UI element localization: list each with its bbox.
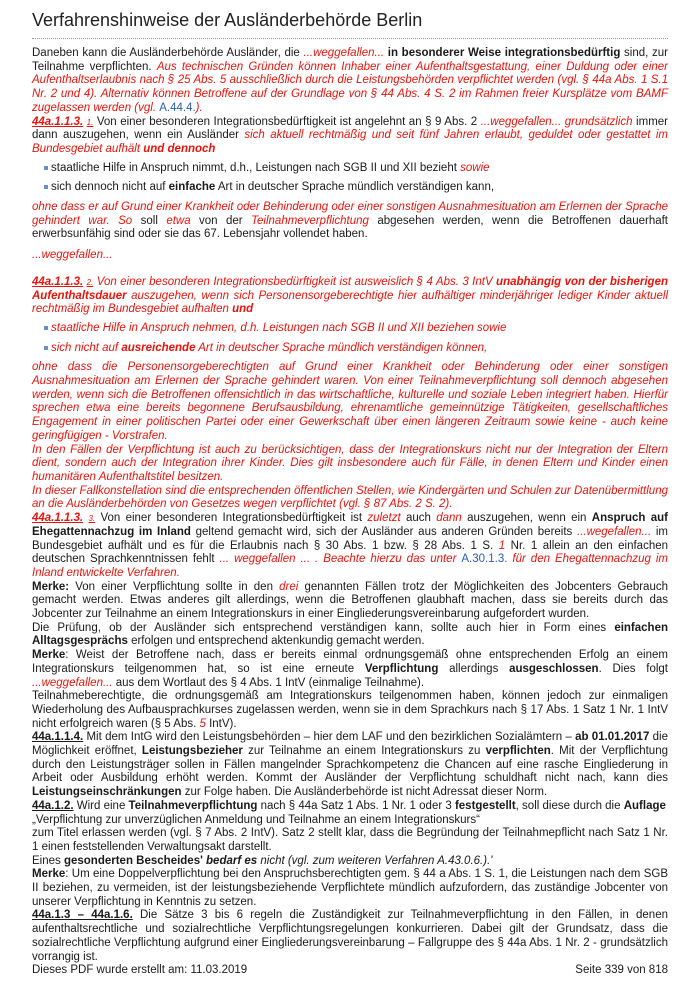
subsection-number: 3.: [88, 514, 96, 524]
paragraph-data-transfer: In dieser Fallkonstellation sind die entsprechenden öffentlichen Stellen, wie Kindergärten und Schulen zur Datenübermittlung an die Ausländerbehörden von Gesetzes wegen verpflichtet (vgl. § 87 Abs. 2 S. 2).: [32, 484, 668, 511]
note-merke-1: Merke: Von einer Verpflichtung sollte in den drei genannten Fällen trotz der Möglichkeiten des Jobcenters Gebrauch gemacht werden. Etwas anderes gilt allerdings, wenn die Betroffenen glaubhaft machen, dass sie bereits durch das Jobcenter zur Teilnahme an einem Integrationskurs in einer Eingliederungsvereinbarung aufgefordert wurden.: [32, 580, 668, 621]
paragraph-exception: ohne dass er auf Grund einer Krankheit oder Behinderung oder einer sonstigen Ausnahmesituation am Erlernen der Sprache gehindert war. So soll etwa von der Teilnahmeverpflichtung abgesehen werden, wenn die Betroffenen dauerhaft erwerbsunfähig sind oder sie das 67. Lebensjahr vollendet haben.: [32, 201, 668, 241]
subsection-number: 1.: [86, 117, 94, 127]
list-item: staatliche Hilfe in Anspruch nehmen, d.h. Leistungen nach SGB II und XII beziehen sowie: [44, 322, 668, 336]
text: immer dann auszugehen, wenn ein Ausländer: [32, 115, 668, 142]
bullet-icon: [44, 346, 48, 350]
title-divider: [32, 38, 668, 39]
section-number: 44a.1.1.3.: [32, 275, 84, 288]
text: Von einer besonderen Integrationsbedürftigkeit ist angelehnt an § 9 Abs. 2: [93, 115, 481, 128]
page-number: Seite 339 von 818: [575, 964, 668, 976]
document-page: [32, 10, 668, 964]
section-number: 44a.1.3 – 44a.1.6.: [32, 909, 133, 922]
section-44a-1-1-3-1: [32, 116, 668, 157]
bullet-icon: [44, 185, 48, 189]
section-44a-1-2: 44a.1.2. Wird eine Teilnahmeverpflichtung nach § 44a Satz 1 Abs. 1 Nr. 1 oder 3 festgestellt, soll diese durch die Auflage: [32, 799, 666, 812]
text: sind, zur Teilnahme verpflichten.: [32, 47, 669, 73]
list-item: sich nicht auf ausreichende Art in deutscher Sprache mündlich verständigen können,: [44, 342, 668, 356]
amendment-text: ...weggefallen... grundsätzlich: [480, 115, 633, 128]
amendment-text: sich aktuell rechtmäßig und seit fünf Jahren erlaubt, geduldet oder gestattet im Bundesgebiet aufhält: [32, 129, 668, 155]
section-44a-1-1-3-3: 44a.1.1.3. 3. Von einer besonderen Integrationsbedürftigkeit ist zuletzt auch dann auszugehen, wenn ein Anspruch auf Ehegattennachzug im Inland geltend gemacht wird, sich der Ausländer aus anderen Gründen bereits ...wegefallen... im Bundesgebiet aufhält und es für die Erlaubnis nach § 30 Abs. 1 bzw. § 28 Abs. 1 S. 1 Nr. 1 allein an den einfachen deutschen Sprachkenntnissen fehlt ... weggefallen ... . Beachte hierzu das unter A.30.1.3. für den Ehegattennachzug im Inland entwickelte Verfahren.: [32, 512, 669, 579]
section-number: 44a.1.1.3.: [32, 512, 84, 525]
paragraph-intro: [32, 47, 668, 116]
removed-marker: ...weggefallen...: [303, 47, 385, 59]
section-44a-1-3-to-1-6: 44a.1.3 – 44a.1.6. Die Sätze 3 bis 6 regeln die Zuständigkeit zur Teilnahmeverpflichtung in den Fällen, in denen aufenthaltsrechtliche und sozialrechtliche Verpflichtungsregelungen konkurrieren. Dabei gilt der Grundsatz, dass die sozialrechtliche Verpflichtung aufgrund einer Eingliederungsvereinbarung – Fallgruppe des § 44a Abs. 1 Nr. 2 - grundsätzlich vorrangig ist.: [32, 909, 668, 963]
condition-list-2: [32, 322, 668, 355]
paragraph-language-check: Die Prüfung, ob der Ausländer sich entsprechend verständigen kann, sollte auch hier in Form eines einfachen Alltagsgesprächs erfolgen und entsprechend aktenkundig gemacht werden.: [32, 621, 668, 648]
bullet-icon: [44, 326, 48, 330]
quoted-condition: „Verpflichtung zur unverzüglichen Anmeldung und Teilnahme an einem Integrationskurs“: [32, 813, 480, 826]
reference-link[interactable]: A.30.1.3.: [461, 553, 508, 566]
section-44a-1-1-3-2: 44a.1.1.3. 2. Von einer besonderen Integrationsbedürftigkeit ist ausweislich § 4 Abs. 3 IntV unabhängig von der bisherigen Aufenthaltsdauer auszugehen, wenn sich Personensorgeberechtigte hier aufhältiger minderjähriger lediger Kinder aktuell rechtmäßig im Bundesgebiet aufhalten und: [32, 275, 668, 316]
amendment-text-bold: und dennoch: [140, 142, 216, 155]
section-number: 44a.1.1.4.: [32, 731, 84, 744]
note-merke-3: Merke: Um eine Doppelverpflichtung bei den Anspruchsberechtigten gem. § 44 a Abs. 1 S. 1, die Leistungen nach dem SGB II beziehen, zu vermeiden, ist der leistungsbeziehende Verpflichtete mündlich aufzufordern, das zuständige Jobcenter von unserer Verpflichtung in Kenntnis zu setzen.: [32, 868, 668, 908]
paragraph-integration-exemption: ohne dass die Personensorgeberechtigten auf Grund einer Krankheit oder Behinderung oder einer sonstigen Ausnahmesituation am Erlernen der Sprache gehindert waren. Von einer Teilnahmeverpflichtung soll dennoch abgesehen werden, wenn sich die Betroffenen offensichtlich in das wirtschaftliche, kulturelle und soziale Leben integriert haben. Hierfür sprechen etwa eine bereits begonnene Berufsausbildung, ehrenamtliche gemeinnützige Tätigkeiten, gesellschaftliches Engagement in einer politischen Partei oder einer Gewerkschaft über einen längeren Zeitraum sowie keine - auch keine geringfügigen - Vorstrafen.: [32, 361, 668, 442]
paragraph-children: In den Fällen der Verpflichtung ist auch zu berücksichtigen, dass der Integrationskurs nicht nur der Integration der Eltern dient, sondern auch der Integration ihrer Kinder. Dies gilt insbesondere auch für Fälle, in denen Eltern und Kinder einen humanitären Aufenthaltstitel besitzen.: [32, 443, 668, 483]
section-44a-1-1-4: 44a.1.1.4. Mit dem IntG wird den Leistungsbehörden – hier dem LAF und den bezirklichen Sozialämtern – ab 01.01.2017 die Möglichkeit eröffnet, Leistungsbezieher zur Teilnahme an einem Integrationskurs zu verpflichten. Mit der Verpflichtung durch den Leistungsträger sollen in Fällen mangelnder Sprachkompetenz die Chancen auf eine rasche Eingliederung in Arbeit oder Ausbildung erhöht werden. Kommt der Ausländer der Verpflichtung schuldhaft nicht nach, kann dies Leistungseinschränkungen zur Folge haben. Die Ausländerbehörde ist nicht Adressat dieser Norm.: [32, 731, 669, 799]
section-number: 44a.1.2.: [32, 799, 74, 812]
removed-paragraph: ...weggefallen...: [32, 249, 113, 262]
page-title: Verfahrenshinweise der Ausländerbehörde Berlin: [32, 10, 423, 30]
section-number: 44a.1.1.3.: [32, 115, 84, 128]
list-item: sich dennoch nicht auf einfache Art in deutscher Sprache mündlich verständigen kann,: [44, 181, 668, 195]
created-date: Dieses PDF wurde erstellt am: 11.03.2019: [32, 964, 248, 976]
amendment-text: Aus technischen Gründen können Inhaber einer Aufenthaltsgestattung, einer Duldung oder einer Aufenthaltserlaubnis nach § 25 Abs. 5 ausschließlich durch die Leistungsbehörden verpflichtet werden (vgl. § 44a Abs. 1 S.1 Nr. 2 und 4). Alternativ können Betroffene auf der Grundlage von § 44 Abs. 4 S. 2 im Rahmen freier Kursplätze vom BAMF zugelassen werden (vgl.: [32, 60, 669, 114]
text: Daneben kann die Ausländerbehörde Ausländer, die: [32, 47, 304, 59]
condition-list-1: [32, 162, 668, 195]
paragraph-title-issue: zum Titel erlassen werden (vgl. § 7 Abs. 2 IntV). Satz 2 stellt klar, dass die Begründung der Teilnahmepflicht nach Satz 1 Nr. 1 einen feststellenden Verwaltungsakt darstellt.: [32, 827, 668, 853]
amendment-text: ).: [195, 101, 203, 114]
list-item: staatliche Hilfe in Anspruch nimmt, d.h., Leistungen nach SGB II und XII bezieht sowie: [44, 162, 668, 176]
note-merke-2: Merke: Weist der Betroffene nach, dass er bereits einmal ordnungsgemäß ohne entsprechenden Erfolg an einem Integrationskurs teilgenommen hat, so ist eine erneute Verpflichtung allerdings ausgeschlossen. Dies folgt ...weggefallen... aus dem Wortlaut des § 4 Abs. 1 IntV (einmalige Teilnahme).: [32, 649, 668, 689]
reference-link[interactable]: A.44.4.: [159, 101, 196, 114]
paragraph-repeat-course: Teilnahmeberechtigte, die ordnungsgemäß am Integrationskurs teilgenommen haben, können jedoch zur einmaligen Wiederholung des Aufbausprachkurses zugelassen werden, wenn sie in dem Sprachkurs nach § 17 Abs. 1 Satz 1 Nr. 1 IntV nicht erfolgreich waren (§ 5 Abs. 5 IntV).: [32, 690, 668, 730]
text-bold: in besonderer Weise integrationsbedürftig: [384, 47, 621, 59]
bullet-icon: [44, 166, 48, 170]
subsection-number: 2.: [86, 277, 94, 287]
paragraph-separate-notice: Eines gesonderten Bescheides' bedarf es nicht (vgl. zum weiteren Verfahren A.43.0.6.).': [32, 854, 493, 867]
